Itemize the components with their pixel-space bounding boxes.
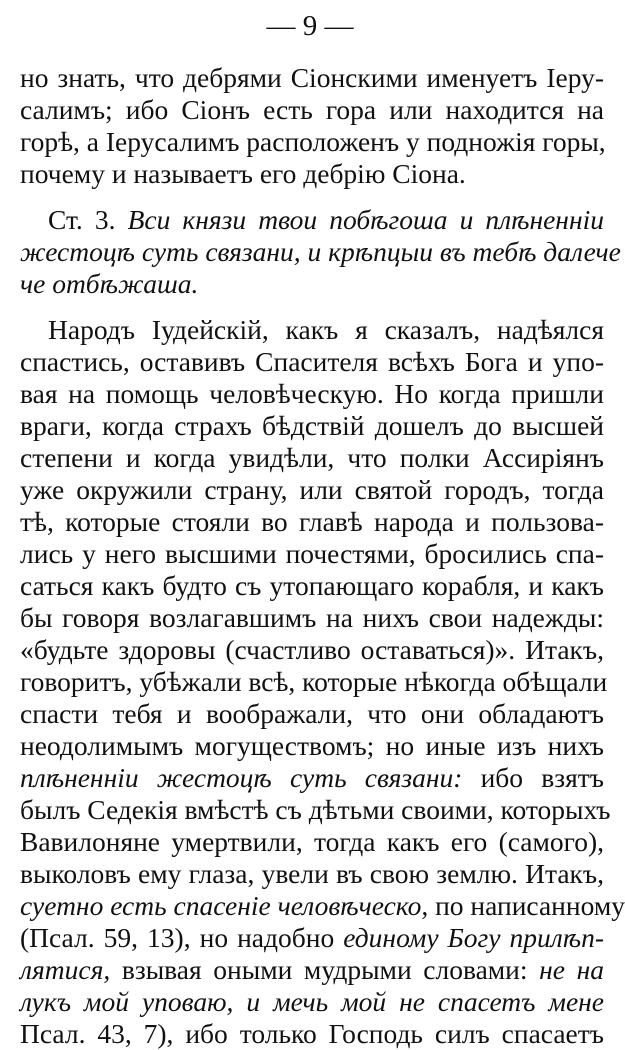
text-line — [20, 158, 604, 190]
text-line — [20, 602, 604, 634]
text-line — [20, 538, 604, 570]
text-line — [20, 506, 604, 538]
text-segment: вая на помощь человѣческую. Но когда пришли — [20, 378, 604, 409]
text-segment: неодолимымъ могуществомъ; но иные изъ нихъ — [20, 730, 604, 761]
paragraph-gap — [20, 190, 604, 204]
text-line — [20, 94, 604, 126]
text-line — [20, 858, 604, 890]
italic-quote: лятися, — [20, 954, 111, 985]
text-line — [20, 346, 604, 378]
italic-quote: не на — [539, 954, 604, 985]
text-segment: почему и называетъ его дебрію Сіона. — [20, 158, 466, 189]
text-line — [20, 378, 604, 410]
text-line — [20, 474, 604, 506]
text-segment: уже окружили страну, или святой городъ, тогда — [20, 474, 604, 505]
text-segment: салимъ; ибо Сіонъ есть гора или находится на — [20, 94, 604, 125]
text-segment: Псал. 43, 7), ибо только Господь силъ спасаетъ — [20, 1018, 604, 1049]
text-line — [20, 204, 604, 236]
text-line — [20, 126, 604, 158]
text-segment: Народъ Іудейскій, какъ я сказалъ, надѣялся — [48, 314, 604, 345]
text-line — [20, 666, 608, 698]
italic-quote: Вси князи твои побѣгоша и плѣненніи — [127, 204, 604, 235]
text-line — [20, 762, 604, 794]
text-line — [20, 570, 604, 602]
text-segment: тѣ, которые стояли во главѣ народа и пользова- — [20, 506, 604, 537]
italic-quote: единому Богу прилѣп- — [343, 922, 604, 953]
text-segment: взывая оными мудрыми словами: — [110, 954, 540, 985]
text-line — [20, 634, 604, 666]
text-segment: говоритъ, убѣжали всѣ, которые нѣкогда обѣщали — [20, 666, 608, 697]
text-segment: (Псал. 59, 13), но надобно — [20, 922, 344, 953]
text-segment: Ст. 3. — [48, 204, 128, 235]
text-segment: ибо взятъ — [462, 762, 604, 793]
text-segment: выколовъ ему глаза, увели въ свою землю. Итакъ, — [20, 858, 604, 889]
italic-quote: жестоцѣ суть связани, и крѣпцыи въ тебѣ далече — [20, 236, 621, 267]
text-segment: «будьте здоровы (счастливо оставаться)». Итакъ, — [20, 634, 604, 665]
text-line — [20, 986, 604, 1018]
text-segment: степени и когда увидѣли, что полки Ассиріянъ — [20, 442, 604, 473]
text-segment: спастись, оставивъ Спасителя всѣхъ Бога и упо- — [20, 346, 604, 377]
text-segment: по написанному — [428, 890, 625, 921]
text-line — [20, 890, 625, 922]
text-segment: лись у него высшими почестями, бросились спа- — [20, 538, 604, 569]
text-segment: бы говоря возлагавшимъ на нихъ свои надежды: — [20, 602, 604, 633]
text-line — [20, 826, 604, 858]
page-number-header: — 9 — — [266, 10, 354, 42]
text-line — [20, 410, 604, 442]
italic-quote: суетно есть спасеніе человѣческо, — [20, 890, 429, 921]
text-segment: саться какъ будто съ утопающаго корабля, и какъ — [20, 570, 604, 601]
text-line — [20, 268, 604, 300]
text-line — [20, 922, 604, 954]
text-segment: горѣ, а Іерусалимъ расположенъ у подножія горы, — [20, 126, 606, 157]
text-segment: враги, когда страхъ бѣдствій дошелъ до высшей — [20, 410, 604, 441]
text-line — [20, 314, 604, 346]
text-line — [20, 698, 604, 730]
text-line — [20, 1018, 604, 1050]
text-segment: но знать, что дебрями Сіонскими именуетъ Іеру- — [20, 62, 604, 93]
italic-quote: че отбѣжаша. — [20, 268, 199, 299]
text-line — [20, 442, 604, 474]
text-segment: былъ Седекія вмѣстѣ съ дѣтьми своими, которыхъ — [20, 794, 611, 825]
text-line — [20, 954, 604, 986]
text-line — [20, 730, 604, 762]
text-line — [20, 236, 621, 268]
body-text — [20, 62, 625, 1050]
text-line — [20, 62, 604, 94]
italic-quote: лукъ мой уповаю, и мечь мой не спасетъ мене — [20, 986, 604, 1017]
text-segment: Вавилоняне умертвили, тогда какъ его (самого), — [20, 826, 604, 857]
paragraph-gap — [20, 300, 604, 314]
text-line — [20, 794, 611, 826]
italic-quote: плѣненніи жестоцѣ суть связани: — [20, 762, 463, 793]
text-segment: спасти тебя и воображали, что они обладаютъ — [20, 698, 604, 729]
